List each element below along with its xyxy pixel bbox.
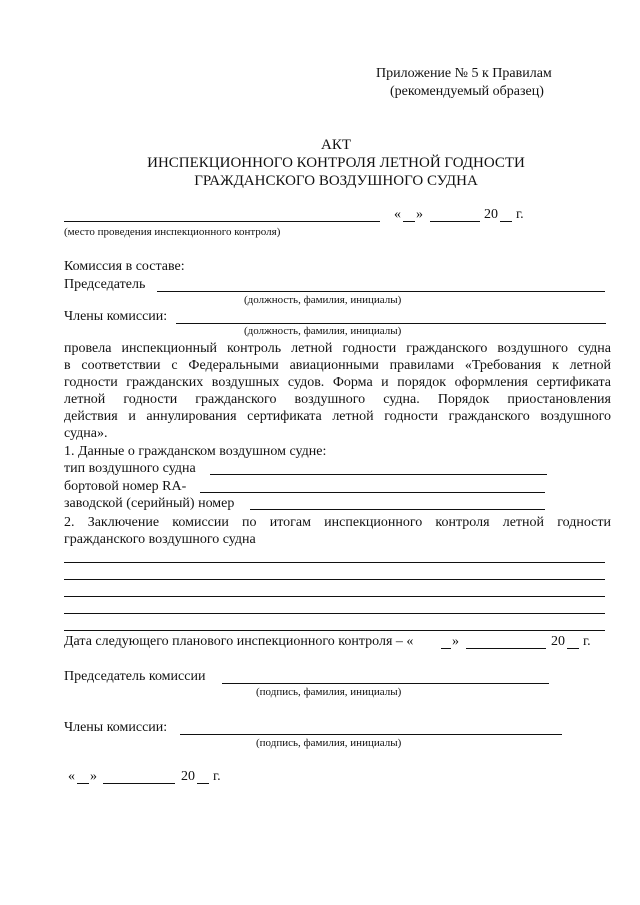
- section2-heading-line1: 2. Заключение комиссии по итогам инспекционного контроля летной годности: [64, 515, 611, 530]
- chairman-field[interactable]: [157, 291, 605, 292]
- footer-date-quote-open: «: [68, 769, 75, 784]
- body-line-5: действия и аннулирования сертификата летной годности гражданского воздушного: [64, 409, 611, 424]
- body-line-4: летной годности гражданского воздушного судна. Порядок приостановления: [64, 392, 611, 407]
- section1-heading: 1. Данные о гражданском воздушном судне:: [64, 444, 327, 459]
- sample-note: (рекомендуемый образец): [390, 84, 544, 99]
- commission-intro: Комиссия в составе:: [64, 259, 185, 274]
- members-caption: (должность, фамилия, инициалы): [244, 325, 402, 337]
- next-inspection-year-suffix: г.: [583, 634, 591, 649]
- next-inspection-day-field[interactable]: [441, 648, 451, 649]
- aircraft-type-field[interactable]: [210, 474, 547, 475]
- body-line-3: годности гражданских воздушных судов. Форма и порядок оформления сертификата: [64, 375, 611, 390]
- members-field[interactable]: [176, 323, 606, 324]
- conclusion-line-2[interactable]: [64, 579, 605, 580]
- next-inspection-quote-close: »: [452, 634, 459, 649]
- footer-date-quote-close: »: [90, 769, 97, 784]
- date-year-field[interactable]: [500, 221, 512, 222]
- footer-date-year-prefix: 20: [181, 769, 195, 784]
- body-paragraph: [64, 340, 611, 442]
- sign-chairman-caption: (подпись, фамилия, инициалы): [256, 686, 402, 698]
- date-year-suffix: г.: [516, 207, 524, 222]
- chairman-label: Председатель: [64, 277, 146, 292]
- date-year-prefix: 20: [484, 207, 498, 222]
- chairman-caption: (должность, фамилия, инициалы): [244, 294, 402, 306]
- next-inspection-month-field[interactable]: [466, 648, 546, 649]
- conclusion-line-4[interactable]: [64, 613, 605, 614]
- conclusion-line-5[interactable]: [64, 630, 605, 631]
- date-month-field[interactable]: [430, 221, 480, 222]
- title-line2: ИНСПЕКЦИОННОГО КОНТРОЛЯ ЛЕТНОЙ ГОДНОСТИ: [147, 155, 525, 171]
- date-quote-close: »: [416, 207, 423, 222]
- board-number-field[interactable]: [200, 492, 545, 493]
- conclusion-line-1[interactable]: [64, 562, 605, 563]
- date-quote-open: «: [394, 207, 401, 222]
- members-label: Члены комиссии:: [64, 309, 168, 324]
- next-inspection-year-prefix: 20: [551, 634, 565, 649]
- place-caption: (место проведения инспекционного контроля): [64, 226, 281, 238]
- footer-date-year-field[interactable]: [197, 783, 209, 784]
- appendix-label: Приложение № 5 к Правилам: [376, 66, 552, 81]
- title-act: АКТ: [321, 137, 351, 153]
- section2-heading: [64, 514, 611, 548]
- aircraft-type-label: тип воздушного судна: [64, 461, 196, 476]
- footer-date-month-field[interactable]: [103, 783, 175, 784]
- body-line-6: судна».: [64, 426, 108, 441]
- serial-number-label: заводской (серийный) номер: [64, 496, 235, 511]
- title-line3: ГРАЖДАНСКОГО ВОЗДУШНОГО СУДНА: [194, 173, 478, 189]
- sign-members-caption: (подпись, фамилия, инициалы): [256, 737, 402, 749]
- sign-chairman-field[interactable]: [222, 683, 549, 684]
- board-number-label: бортовой номер RA-: [64, 479, 187, 494]
- sign-members-field[interactable]: [180, 734, 562, 735]
- place-field[interactable]: [64, 221, 380, 222]
- footer-date-day-field[interactable]: [77, 783, 89, 784]
- section2-heading-line2: гражданского воздушного судна: [64, 532, 256, 547]
- sign-members-label: Члены комиссии:: [64, 720, 168, 735]
- footer-date-year-suffix: г.: [213, 769, 221, 784]
- serial-number-field[interactable]: [250, 509, 545, 510]
- date-day-field[interactable]: [403, 221, 415, 222]
- next-inspection-label: Дата следующего планового инспекционного контроля – «: [64, 634, 414, 649]
- body-line-1: провела инспекционный контроль летной годности гражданского воздушного судна: [64, 341, 611, 356]
- body-line-2: в соответствии с Федеральными авиационными правилами «Требования к летной: [64, 358, 611, 373]
- sign-chairman-label: Председатель комиссии: [64, 669, 206, 684]
- conclusion-line-3[interactable]: [64, 596, 605, 597]
- next-inspection-year-field[interactable]: [567, 648, 579, 649]
